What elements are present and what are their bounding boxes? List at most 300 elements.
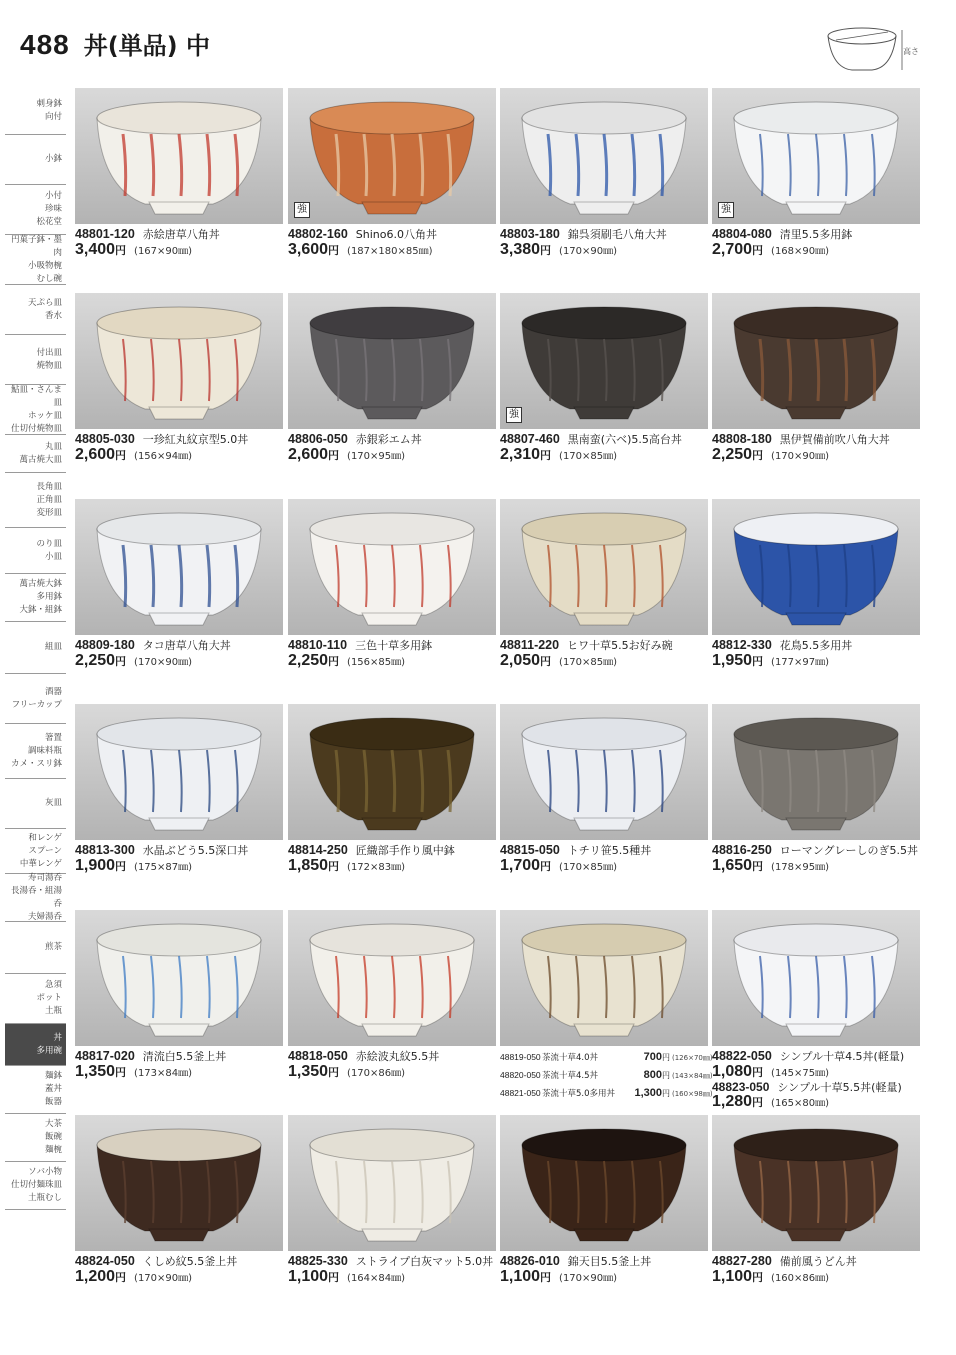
product-card[interactable] [288,1115,496,1320]
sidebar-item[interactable] [5,574,66,622]
product-card[interactable] [500,704,708,909]
product-price-line [75,1063,192,1082]
bowl-illustration [75,910,283,1046]
product-photo [288,293,496,429]
sidebar-item-label: 中華レンゲ [19,858,62,869]
sidebar-item[interactable] [5,779,66,829]
product-card[interactable] [712,910,920,1115]
strong-badge: 強 [506,407,522,423]
product-price-line [288,446,405,465]
product-code: 48816-250 [712,843,772,857]
sidebar-item-label: 香水 [44,310,62,321]
product-photo [500,910,708,1046]
product-name: 茶流十草4.0丼 [542,1053,599,1063]
product-title-line [288,1049,518,1064]
sidebar-item-label: 麺椀 [44,1145,62,1155]
product-name: 清里5.5多用鉢 [779,228,853,241]
product-name: 匠織部手作り風中鉢 [355,844,455,857]
product-card[interactable] [500,88,708,293]
sidebar-item-label: 夫婦湯呑 [27,911,62,922]
product-price: 2,250 [75,652,116,669]
product-price: 3,400 [75,241,116,258]
product-size: (160×98㎜) [672,1090,713,1098]
product-name: 花鳥5.5多用丼 [779,639,853,652]
product-price: 1,100 [288,1268,329,1285]
sidebar-item-label: のり皿 [36,538,62,549]
bowl-illustration [500,88,708,224]
product-name: ヒワ十草5.5お好み碗 [567,639,673,652]
product-price: 1,280 [712,1093,753,1110]
product-photo [712,88,920,224]
product-card[interactable] [288,499,496,704]
product-size: (172×83㎜) [347,862,406,873]
product-photo [712,910,920,1046]
product-price: 2,600 [288,446,329,463]
page-number: 488 [20,29,70,60]
product-price: 2,310 [500,446,541,463]
yen-label: 円 [662,1053,670,1062]
yen-label: 円 [328,655,340,668]
product-photo [75,1115,283,1251]
sidebar-item-label: 円菓子鉢・墨肉 [10,234,62,258]
sidebar-item[interactable] [5,1024,66,1066]
sidebar-item[interactable] [5,88,66,135]
sidebar-item-label: 天ぷら皿 [27,297,62,308]
product-title-line [288,432,518,447]
sidebar-item[interactable] [5,974,66,1024]
product-code: 48822-050 [712,1049,772,1063]
product-card[interactable] [712,293,920,498]
product-size: (165×80㎜) [771,1098,830,1109]
product-code: 48807-460 [500,432,560,446]
product-photo [500,293,708,429]
yen-label: 円 [540,449,552,462]
sidebar-item[interactable] [5,285,66,335]
product-title-line [712,1049,942,1064]
product-code: 48819-050 [500,1052,541,1062]
sidebar-item[interactable] [5,335,66,385]
product-price-line [75,446,192,465]
sidebar-item[interactable] [5,435,66,473]
product-card[interactable] [75,910,283,1115]
product-card[interactable] [288,910,496,1115]
sidebar-item-label: 小吸物椀 [27,260,62,271]
product-title-line [75,1049,305,1064]
product-size: (170×90㎜) [134,1273,193,1284]
sidebar-item[interactable] [5,185,66,235]
product-price-line [500,857,617,876]
sidebar-item[interactable] [5,473,66,528]
product-price-line [75,1268,192,1287]
product-photo [288,910,496,1046]
product-size: (170×85㎜) [559,657,618,668]
variant-row [500,1051,713,1064]
product-card[interactable] [712,1115,920,1320]
product-code: 48815-050 [500,843,560,857]
yen-label: 円 [752,1066,764,1079]
product-card[interactable] [75,704,283,909]
sidebar-item[interactable] [5,724,66,779]
bowl-illustration [712,1115,920,1251]
yen-label: 円 [752,449,764,462]
sidebar-item[interactable] [5,1162,66,1210]
product-photo [288,88,496,224]
sidebar-item-label: ポット [36,993,62,1003]
product-title-line [75,638,305,653]
product-title-line [712,1254,942,1269]
yen-label: 円 [662,1089,670,1098]
sidebar-item-label: 萬古焼大皿 [19,454,62,465]
product-size: (177×97㎜) [771,657,830,668]
product-name: 一珍紅丸紋京型5.0丼 [142,433,249,446]
sidebar-item-label: 焼物皿 [36,360,62,371]
product-card[interactable] [75,1115,283,1320]
product-card[interactable] [500,1115,708,1320]
product-photo [288,704,496,840]
sidebar-item-label: 向付 [44,112,62,122]
product-card[interactable] [500,499,708,704]
yen-label: 円 [752,860,764,873]
product-code: 48812-330 [712,638,772,652]
product-photo [75,704,283,840]
sidebar-item-label: 土瓶むし [27,1193,62,1203]
product-title-line [712,432,942,447]
product-code: 48825-330 [288,1254,348,1268]
sidebar-item-label: 煎茶 [44,942,62,952]
product-name: 赤絵波丸紋5.5丼 [355,1050,440,1063]
product-card[interactable] [712,88,920,293]
product-price: 2,700 [712,241,753,258]
product-price: 1,950 [712,652,753,669]
bowl-illustration [288,499,496,635]
sidebar-item-label: 調味料瓶 [27,745,62,756]
product-card[interactable] [712,704,920,909]
product-code: 48802-160 [288,227,348,241]
sidebar-item-label: 小皿 [44,551,62,562]
yen-label: 円 [115,244,127,257]
product-card[interactable] [288,88,496,293]
sidebar-item-label: 刺身鉢 [36,99,62,109]
yen-label: 円 [328,449,340,462]
product-name: 赤絵唐草八角丼 [142,228,220,241]
product-photo [500,88,708,224]
bowl-illustration [75,499,283,635]
product-title-line [500,227,730,242]
product-photo [75,499,283,635]
product-code: 48806-050 [288,432,348,446]
bowl-illustration [500,499,708,635]
product-price-line [712,652,829,671]
product-title-line [288,638,518,653]
product-price-line [288,1063,405,1082]
sidebar-item-label: 丼 [53,1032,62,1043]
product-size: (160×86㎜) [771,1273,830,1284]
product-price: 700 [643,1051,662,1063]
product-name: Shino6.0八角丼 [355,228,437,241]
product-size: (168×90㎜) [771,246,830,257]
sidebar-item-label: 飯碗 [44,1132,62,1142]
sidebar-item-label: 付出皿 [36,347,62,358]
yen-label: 円 [328,1271,340,1284]
product-card[interactable] [712,499,920,704]
sidebar-item[interactable] [5,1066,66,1114]
product-code: 48821-050 [500,1088,541,1098]
product-photo [288,1115,496,1251]
product-title-line [75,843,305,858]
product-size: (170×90㎜) [559,246,618,257]
bowl-illustration [712,293,920,429]
product-name: シンプル十草4.5丼(軽量) [779,1050,905,1063]
bowl-illustration [500,910,708,1046]
yen-label: 円 [115,1066,127,1079]
product-size: (170×90㎜) [134,657,193,668]
product-name: 水晶ぶどう5.5深口丼 [142,844,249,857]
product-size: (156×85㎜) [347,657,406,668]
product-photo [712,293,920,429]
product-price: 1,350 [288,1063,329,1080]
product-name: 黒南蛮(六ベ)5.5高台丼 [567,433,682,446]
sidebar-item-label: 鮎皿・さんま皿 [10,384,62,408]
product-card[interactable] [288,704,496,909]
product-size: (170×85㎜) [559,862,618,873]
sidebar-item[interactable] [5,235,66,285]
product-price: 1,850 [288,857,329,874]
product-card[interactable] [500,293,708,498]
product-size: (173×84㎜) [134,1068,193,1079]
product-code: 48826-010 [500,1254,560,1268]
product-size: (167×90㎜) [134,246,193,257]
bowl-illustration [288,910,496,1046]
height-label: 高さ [903,47,919,56]
sidebar-item-label: カメ・スリ鉢 [10,758,62,769]
product-price: 3,380 [500,241,541,258]
sidebar-item[interactable] [5,874,66,922]
bowl-illustration [288,704,496,840]
bowl-illustration [75,704,283,840]
product-photo [75,293,283,429]
product-price: 2,050 [500,652,541,669]
product-size: (156×94㎜) [134,451,193,462]
sidebar-item[interactable] [5,528,66,574]
product-photo [500,499,708,635]
product-price: 2,250 [288,652,329,669]
product-title-line [712,843,942,858]
product-photo [712,499,920,635]
product-title-line [712,227,942,242]
category-sidebar [5,88,66,1210]
product-code: 48801-120 [75,227,135,241]
bowl-illustration [712,499,920,635]
sidebar-item-label: 麺鉢 [44,1071,62,1081]
sidebar-item-label: 丸皿 [44,441,62,452]
bowl-illustration [288,88,496,224]
product-code: 48814-250 [288,843,348,857]
sidebar-item-label: 大鉢・組鉢 [19,605,62,615]
product-name: 清流白5.5釜上丼 [142,1050,227,1063]
product-price-line [712,1268,829,1287]
product-title-line [75,432,305,447]
sidebar-item[interactable] [5,674,66,724]
bowl-illustration [712,88,920,224]
sidebar-item-label: スプーン [28,845,62,856]
yen-label: 円 [115,860,127,873]
bowl-illustration [500,704,708,840]
product-code: 48817-020 [75,1049,135,1063]
product-name: くしめ紋5.5釜上丼 [142,1255,238,1268]
product-price-line [712,1093,829,1112]
product-name: トチリ笹5.5種丼 [567,844,652,857]
product-name: ストライプ白灰マット5.0丼 [355,1255,494,1268]
sidebar-item-label: ソバ小物 [28,1167,62,1177]
yen-label: 円 [662,1071,670,1080]
strong-badge: 強 [718,202,734,218]
product-price: 800 [643,1069,662,1081]
sidebar-item[interactable] [5,622,66,674]
product-name: 茶流十草5.0多用丼 [542,1089,616,1099]
sidebar-item-label: 小鉢 [44,154,62,164]
product-size: (178×95㎜) [771,862,830,873]
sidebar-item-label: 多用鉢 [36,592,62,602]
bowl-illustration [288,1115,496,1251]
product-card[interactable] [75,88,283,293]
product-title-line [500,638,730,653]
product-card[interactable] [75,499,283,704]
sidebar-item[interactable] [5,922,66,974]
variant-row [500,1087,713,1100]
sidebar-item-label: 組皿 [44,642,62,652]
product-price-line [75,241,192,260]
sidebar-item-label: 長湯呑・組湯呑 [10,885,62,909]
sidebar-item-label: 萬古焼大鉢 [19,579,62,589]
product-price-line [75,857,192,876]
sidebar-item-label: 松花堂 [36,217,62,227]
product-photo [500,704,708,840]
product-price-line [712,446,829,465]
product-price: 1,080 [712,1063,753,1080]
bowl-illustration [75,1115,283,1251]
product-price: 1,100 [500,1268,541,1285]
sidebar-item-label: 酒器 [44,686,62,697]
bowl-illustration [500,293,708,429]
product-code: 48827-280 [712,1254,772,1268]
product-code: 48813-300 [75,843,135,857]
product-price-line [288,241,433,260]
sidebar-item-label: 急須 [44,980,62,990]
sidebar-item[interactable] [5,1114,66,1162]
sidebar-item-label: 正角皿 [36,494,62,505]
product-code: 48803-180 [500,227,560,241]
bowl-illustration [75,293,283,429]
product-price-line [75,652,192,671]
sidebar-item-label: 小付 [44,191,62,201]
product-code: 48805-030 [75,432,135,446]
yen-label: 円 [752,1271,764,1284]
bowl-illustration [288,293,496,429]
product-price-line [288,857,405,876]
product-name: 黒伊賀備前吹八角大丼 [779,433,890,446]
sidebar-item-label: 大茶 [44,1119,62,1129]
sidebar-item-label: 箸置 [44,732,62,743]
yen-label: 円 [752,244,764,257]
sidebar-item-label: 土瓶 [44,1006,62,1016]
product-photo [500,1115,708,1251]
product-name: 三色十草多用鉢 [355,639,433,652]
yen-label: 円 [115,655,127,668]
variant-row [500,1069,713,1082]
product-card[interactable] [75,293,283,498]
product-name: 錦呉須刷毛八角大丼 [567,228,667,241]
product-price: 2,600 [75,446,116,463]
product-price: 1,100 [712,1268,753,1285]
product-code: 48808-180 [712,432,772,446]
product-size: (126×70㎜) [672,1054,713,1062]
bowl-illustration [500,1115,708,1251]
yen-label: 円 [540,860,552,873]
product-code: 48804-080 [712,227,772,241]
product-title-line [500,432,730,447]
product-size: (175×87㎜) [134,862,193,873]
yen-label: 円 [328,860,340,873]
product-photo [712,704,920,840]
sidebar-item-label: フリーカップ [11,699,62,710]
yen-label: 円 [752,655,764,668]
product-name: タコ唐草八角大丼 [142,639,231,652]
sidebar-item-label: 和レンゲ [28,832,62,843]
product-title-line [75,1254,305,1269]
yen-label: 円 [115,449,127,462]
sidebar-item-label: ホッケ皿 [27,410,62,421]
product-code: 48818-050 [288,1049,348,1063]
product-price-line [288,652,405,671]
sidebar-item[interactable] [5,829,66,874]
product-size: (170×95㎜) [347,451,406,462]
product-title-line [712,638,942,653]
product-name: 茶流十草4.5丼 [542,1071,599,1081]
product-name: 錦天目5.5釜上丼 [567,1255,652,1268]
sidebar-item[interactable] [5,385,66,435]
sidebar-item-label: 珍味 [44,204,62,214]
product-title-line [75,227,305,242]
product-code: 48811-220 [500,638,560,652]
product-code: 48823-050 [712,1080,770,1094]
page-header [20,26,210,66]
yen-label: 円 [752,1096,764,1109]
product-name: シンプル十草5.5丼(軽量) [777,1081,902,1094]
bowl-illustration [712,910,920,1046]
sidebar-item-label: 仕切付焼物皿 [10,423,62,434]
product-size: (170×90㎜) [559,1273,618,1284]
sidebar-item-label: 灰皿 [44,798,62,808]
product-title-line [288,227,518,242]
product-price-line [712,857,829,876]
bowl-illustration [75,88,283,224]
product-size: (145×75㎜) [771,1068,830,1079]
product-title-line [500,843,730,858]
product-price-line [500,446,617,465]
product-price-line [288,1268,405,1287]
product-price: 1,200 [75,1268,116,1285]
product-price-line [500,241,617,260]
product-price: 1,650 [712,857,753,874]
product-title-line [288,1254,518,1269]
product-card[interactable] [500,910,713,1115]
product-code: 48820-050 [500,1070,541,1080]
product-code: 48809-180 [75,638,135,652]
product-card[interactable] [288,293,496,498]
product-price-line [500,652,617,671]
sidebar-item[interactable] [5,135,66,185]
sidebar-item-label: むし碗 [36,273,62,284]
